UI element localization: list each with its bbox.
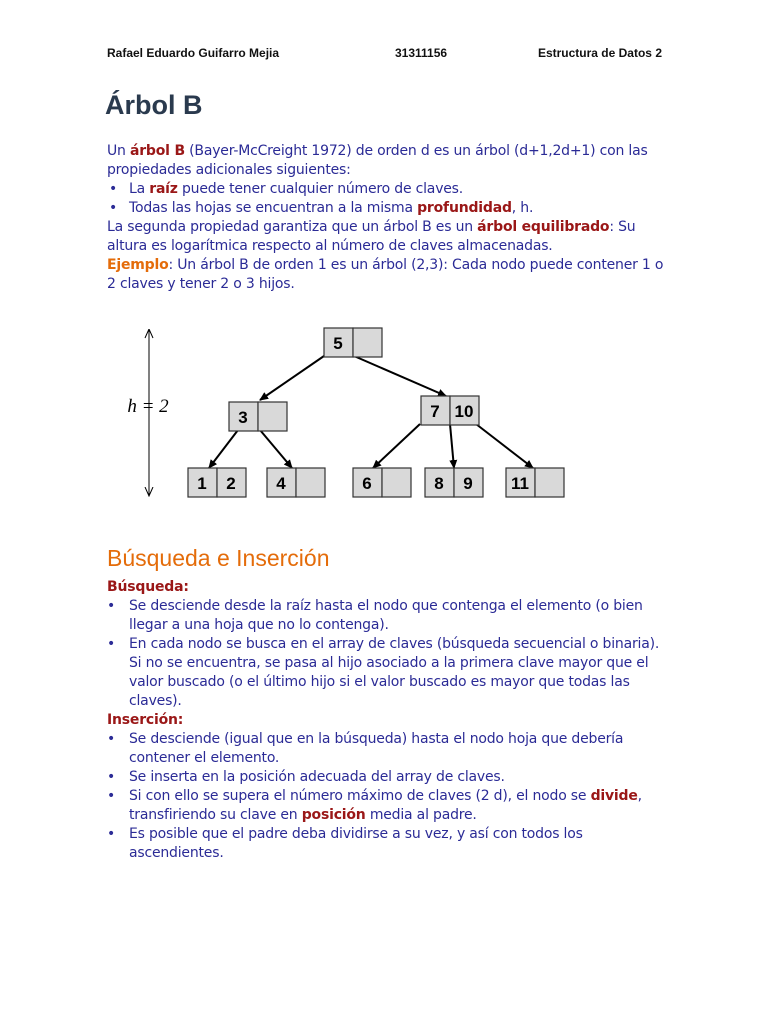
section-title-search-insert: Búsqueda e Inserción xyxy=(107,545,330,571)
list-item: • La raíz puede tener cualquier número de claves. xyxy=(107,180,667,199)
header-course: Estructura de Datos 2 xyxy=(537,46,662,60)
node-key: 2 xyxy=(226,474,236,493)
height-label: h = 2 xyxy=(127,396,169,417)
search-insert-section xyxy=(107,578,667,863)
edge-node3-to-leaf4 xyxy=(260,430,292,468)
tree-leaf-6 xyxy=(353,468,411,497)
node-key: 9 xyxy=(463,474,473,493)
page-title: Árbol B xyxy=(105,90,203,120)
node-key: 10 xyxy=(454,402,474,421)
tree-node-3 xyxy=(229,402,287,431)
header-student-id: 31311156 xyxy=(395,46,448,60)
insert-heading: Inserción: xyxy=(107,712,184,728)
header-author: Rafael Eduardo Guifarro Mejia xyxy=(107,46,280,60)
list-item: • Todas las hojas se encuentran a la misma profundidad, h. xyxy=(107,199,667,218)
node-key: 3 xyxy=(238,408,248,427)
list-item: • Se desciende desde la raíz hasta el nodo que contenga el elemento (o bien llegar a una hoja que no lo contenga). xyxy=(107,597,667,635)
node-key: 8 xyxy=(434,474,444,493)
list-item: • Se desciende (igual que en la búsqueda) hasta el nodo hoja que debería contener el elemento. xyxy=(107,730,667,768)
list-item: • Es posible que el padre deba dividirse a su vez, y así con todos los ascendientes. xyxy=(107,825,667,863)
tree-node-root xyxy=(324,328,382,357)
node-key: 6 xyxy=(362,474,372,493)
list-item: • En cada nodo se busca en el array de claves (búsqueda secuencial o binaria). Si no se encuentra, se pasa al hijo asociado a la primera clave mayor que el valor buscado (o el último hijo si el valor buscado es mayor que todas las claves). xyxy=(107,635,667,711)
edge-node7-10-to-leaf89 xyxy=(450,424,454,468)
b-tree-diagram xyxy=(108,318,578,508)
page-header xyxy=(107,46,662,64)
edge-root-to-node7-10 xyxy=(354,356,446,396)
intro-section xyxy=(107,142,667,294)
node-key: 7 xyxy=(430,402,440,421)
tree-leaf-4 xyxy=(267,468,325,497)
edge-node7-10-to-leaf11 xyxy=(476,424,533,468)
balanced-paragraph: La segunda propiedad garantiza que un árbol B es un árbol equilibrado: Su altura es logarítmica respecto al número de claves almacenadas. xyxy=(107,219,636,254)
insert-list xyxy=(107,730,667,863)
node-key: 1 xyxy=(197,474,207,493)
node-key: 5 xyxy=(333,334,343,353)
intro-paragraph: Un árbol B (Bayer-McCreight 1972) de orden d es un árbol (d+1,2d+1) con las propiedades adicionales siguientes: xyxy=(107,143,648,178)
list-item: • Se inserta en la posición adecuada del array de claves. xyxy=(107,768,667,787)
tree-leaf-11 xyxy=(506,468,564,497)
edge-root-to-node3 xyxy=(260,356,324,400)
search-heading: Búsqueda: xyxy=(107,579,189,595)
tree-leaf-8-9 xyxy=(425,468,483,497)
search-list xyxy=(107,597,667,711)
edge-node3-to-leaf12 xyxy=(209,430,238,468)
tree-leaf-1-2 xyxy=(188,468,246,497)
node-key: 4 xyxy=(276,474,286,493)
node-key: 11 xyxy=(511,474,529,493)
edge-node7-10-to-leaf6 xyxy=(373,424,420,468)
tree-node-7-10 xyxy=(421,396,479,425)
list-item: • Si con ello se supera el número máximo de claves (2 d), el nodo se divide, transfiriendo su clave en posición media al padre. xyxy=(107,787,667,825)
property-list xyxy=(107,180,667,218)
example-paragraph: Ejemplo: Un árbol B de orden 1 es un árbol (2,3): Cada nodo puede contener 1 o 2 claves y tener 2 o 3 hijos. xyxy=(107,257,664,292)
